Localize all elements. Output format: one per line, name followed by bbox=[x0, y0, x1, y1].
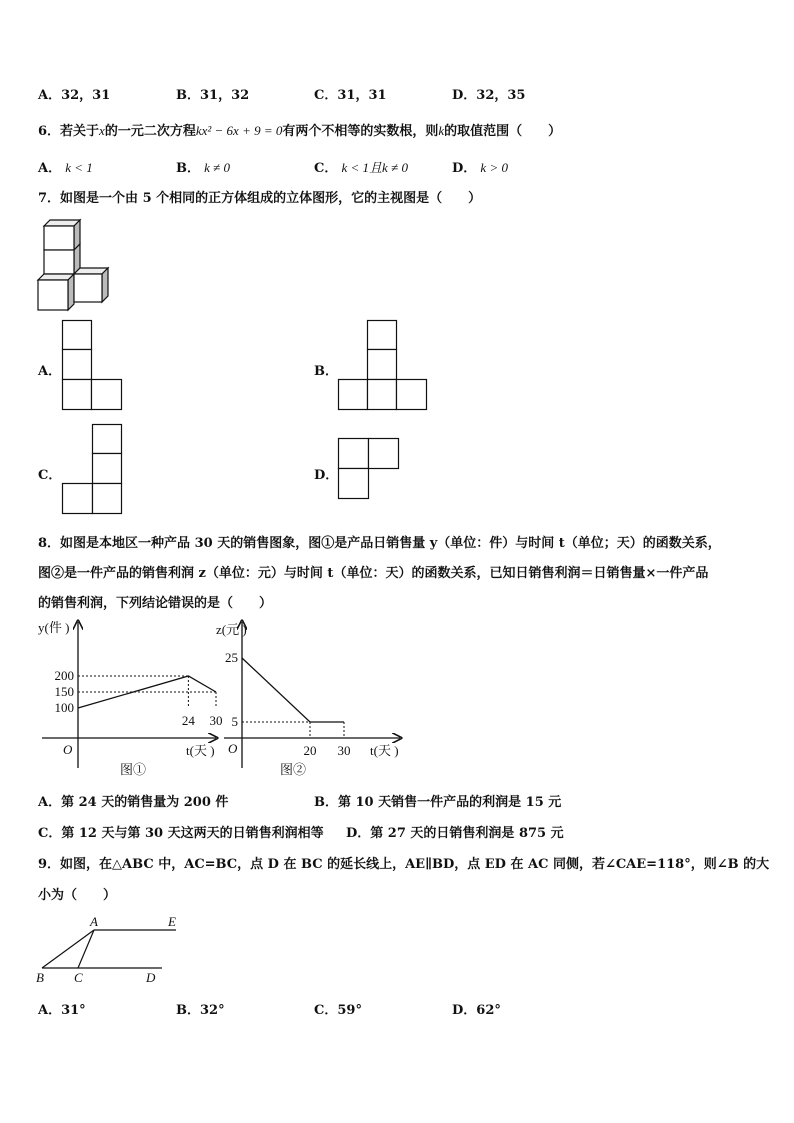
q6-stem-suffix: 的取值范围（ ） bbox=[444, 124, 562, 139]
graph2-x-tick-30: 30 bbox=[337, 743, 351, 758]
graph1-x-label: t(天 ) bbox=[186, 743, 215, 758]
q6-option-a-math: k < 1 bbox=[65, 160, 93, 175]
q9-stem-line2: 小为（ ） bbox=[38, 888, 117, 903]
graph1-y-tick-200: 200 bbox=[54, 668, 74, 683]
q5-option-d: D．32，35 bbox=[452, 88, 526, 103]
q9-label-c: C bbox=[74, 970, 83, 985]
graph1-y-tick-150: 150 bbox=[54, 684, 74, 699]
q7-option-b-label: B． bbox=[314, 364, 338, 379]
q6-stem-mid2: 有两个不相等的实数根，则 bbox=[282, 124, 439, 139]
q5-option-b: B．31，32 bbox=[176, 88, 250, 103]
q5-option-c: C．31，31 bbox=[314, 88, 387, 103]
q6-option-a-label: A． bbox=[38, 161, 62, 176]
graph-2-unit-profit bbox=[218, 618, 408, 778]
q6-option-a bbox=[38, 157, 93, 176]
graph1-y-tick-100: 100 bbox=[54, 700, 74, 715]
q6-option-b-math: k ≠ 0 bbox=[204, 160, 231, 175]
q9-option-b: B．32° bbox=[176, 1003, 225, 1018]
graph2-origin: O bbox=[228, 741, 238, 756]
q6-stem-prefix: 6．若关于 bbox=[38, 124, 100, 139]
q6-option-c-math: k < 1且k ≠ 0 bbox=[341, 160, 408, 175]
q8-option-b: B．第 10 天销售一件产品的利润是 15 元 bbox=[314, 795, 562, 810]
q6-option-c bbox=[314, 157, 408, 176]
graph2-y-tick-25: 25 bbox=[225, 650, 238, 665]
q9-option-d: D．62° bbox=[452, 1003, 501, 1018]
q8-option-a: A．第 24 天的销售量为 200 件 bbox=[38, 795, 229, 810]
graph2-y-tick-5: 5 bbox=[231, 714, 238, 729]
q8-stem-line1: 8．如图是本地区一种产品 30 天的销售图象，图①是产品日销售量 y（单位：件）与时间 t（单位；天）的函数关系， bbox=[38, 536, 721, 551]
q9-label-a: A bbox=[90, 914, 98, 929]
graph1-origin: O bbox=[63, 742, 73, 757]
q9-label-e: E bbox=[168, 914, 176, 929]
q6-option-b-label: B． bbox=[176, 161, 200, 176]
q6-option-d bbox=[452, 157, 508, 176]
graph2-caption: 图② bbox=[280, 762, 307, 777]
q9-label-d: D bbox=[146, 970, 156, 985]
q7-option-c-figure bbox=[62, 424, 122, 514]
q8-option-d: D．第 27 天的日销售利润是 875 元 bbox=[346, 826, 564, 841]
q8-option-c: C．第 12 天与第 30 天这两天的日销售利润相等 bbox=[38, 826, 324, 841]
q7-option-b-figure bbox=[338, 320, 428, 410]
q5-option-a: A．32，31 bbox=[38, 88, 111, 103]
graph1-caption: 图① bbox=[120, 762, 147, 777]
q6-option-d-label: D． bbox=[452, 161, 477, 176]
q9-stem-line1: 9．如图，在△ABC 中，AC=BC，点 D 在 BC 的延长线上，AE∥BD，点 ED 在 AC 同侧，若∠CAE=118°，则∠B 的大 bbox=[38, 857, 770, 872]
q6-stem-mid: 的一元二次方程 bbox=[104, 124, 196, 139]
q7-option-a-label: A． bbox=[38, 364, 62, 379]
graph2-x-tick-20: 20 bbox=[303, 743, 317, 758]
graph2-y-label: z(元 ) bbox=[216, 622, 247, 637]
q8-stem-line2: 图②是一件产品的销售利润 z（单位：元）与时间 t（单位：天）的函数关系，已知日销售利润＝日销售量×一件产品 bbox=[38, 566, 709, 581]
q9-triangle-figure bbox=[34, 910, 184, 986]
q7-cube-figure bbox=[36, 212, 114, 312]
q9-option-a: A．31° bbox=[38, 1003, 86, 1018]
q7-option-d-label: D． bbox=[314, 468, 339, 483]
q6-option-c-label: C． bbox=[314, 161, 338, 176]
q6-equation: kx² − 6x + 9 = 0 bbox=[195, 123, 283, 138]
q6-option-b bbox=[176, 157, 230, 176]
q8-stem-line3: 的销售利润，下列结论错误的是（ ） bbox=[38, 596, 273, 611]
graph1-x-tick-30: 30 bbox=[209, 713, 223, 728]
q6-var-x: x bbox=[99, 123, 105, 138]
q7-stem: 7．如图是一个由 5 个相同的正方体组成的立体图形，它的主视图是（ ） bbox=[38, 191, 482, 206]
q7-option-a-figure bbox=[62, 320, 122, 410]
q9-label-b: B bbox=[36, 970, 44, 985]
graph-1-daily-sales bbox=[36, 618, 226, 778]
q6-stem bbox=[38, 120, 561, 139]
q7-option-d-figure bbox=[338, 438, 400, 500]
graph1-y-label: y(件 ) bbox=[38, 620, 70, 635]
q6-var-k: k bbox=[438, 123, 445, 138]
graph2-x-label: t(天 ) bbox=[370, 743, 399, 758]
q9-option-c: C．59° bbox=[314, 1003, 362, 1018]
q7-option-c-label: C． bbox=[38, 468, 62, 483]
g2-series-line bbox=[242, 658, 344, 722]
q6-option-d-math: k > 0 bbox=[480, 160, 508, 175]
graph1-x-tick-24: 24 bbox=[181, 713, 195, 728]
